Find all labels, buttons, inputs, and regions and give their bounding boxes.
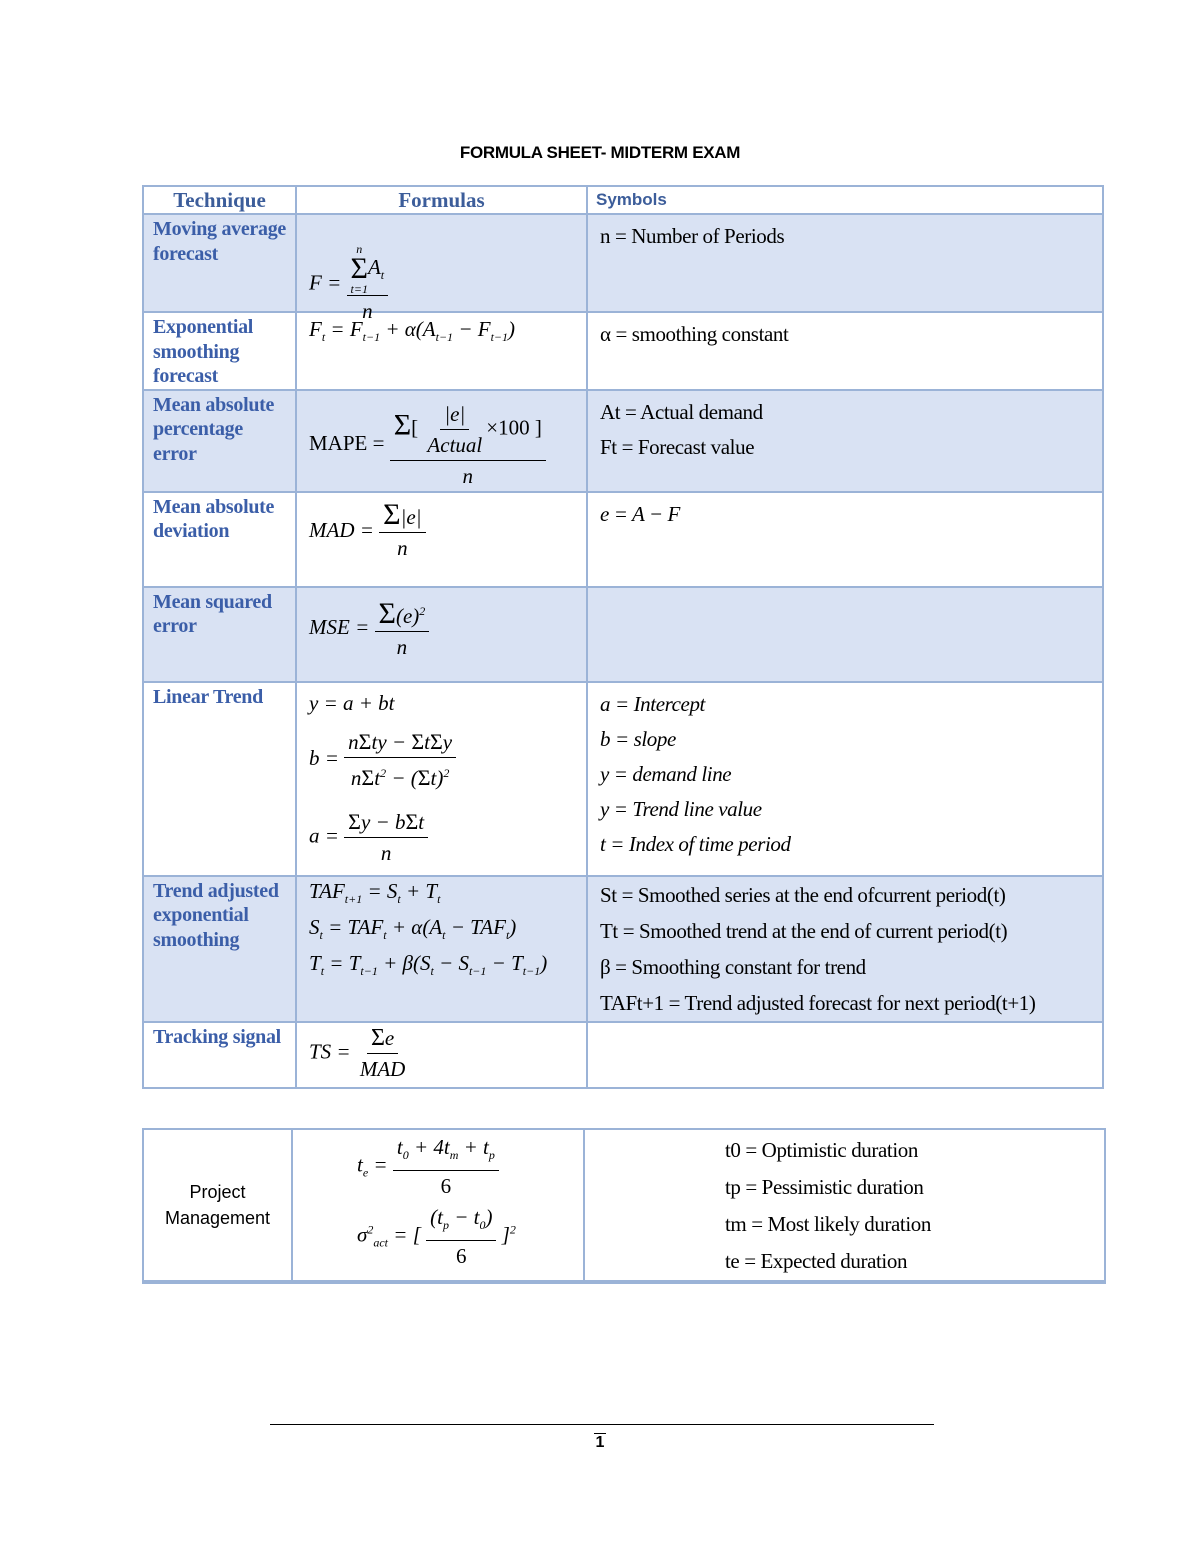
formula-exponential: $F_t = F_{t-1} + \alpha(A_{t-1} - F_{t-1})$ <box>296 312 587 390</box>
header-symbols: Symbols <box>587 186 1103 214</box>
symbols-linear-trend <box>587 682 1103 876</box>
symbol-line: α = smoothing constant <box>600 322 789 346</box>
page-number: 1 <box>595 1434 605 1451</box>
symbol-line: a = Intercept <box>600 691 705 716</box>
header-technique: Technique <box>143 186 296 214</box>
formula-mad: MAD = $\frac{\Sigma|e|}{n}$ <box>296 492 587 587</box>
symbol-line: TAFt+1 = Trend adjusted forecast for next period(t+1) <box>600 990 1036 1015</box>
symbol-line: y = Trend line value <box>600 796 762 821</box>
symbol-line: y = demand line <box>600 761 732 786</box>
table-row <box>143 492 1103 587</box>
technique-linear-trend: Linear Trend <box>143 682 296 876</box>
formula-moving-average: F = n Σ t=1 $A_t$ n <box>296 214 587 312</box>
formula-tracking: TS = $\frac{\Sigma e}{\text{MAD}}$ <box>296 1022 587 1088</box>
formula-linear-trend: y = a + bt b = $\frac{\text{nΣty − ΣtΣy}}{n\Sigma t^2 - (\Sigma t)^2}$ a = $\frac{\text{Σy − bΣt}}{n}$ <box>296 682 587 876</box>
footer-divider <box>270 1424 934 1425</box>
table-row <box>143 587 1103 682</box>
symbol-line: tm = Most likely duration <box>725 1212 931 1236</box>
technique-mape: Mean absolute percentage error <box>143 390 296 492</box>
table-row <box>143 214 1103 312</box>
header-row <box>143 186 1103 214</box>
symbol-line: b = slope <box>600 726 676 751</box>
symbols-mad <box>587 492 1103 587</box>
formula-trend-adjusted: $TAF_{t+1} = S_t + T_t$ $S_t = TAF_t + \alpha(A_t - TAF_t)$ $T_t = T_{t-1} + \beta(S_t - S_{t-1} - T_{t-1})$ <box>296 876 587 1022</box>
symbol-line: tp = Pessimistic duration <box>725 1175 924 1199</box>
formula-mse: MSE = $\frac{\Sigma(e)^2}{n}$ <box>296 587 587 682</box>
symbols-mse <box>587 587 1103 682</box>
symbols-mape <box>587 390 1103 492</box>
table-row <box>143 390 1103 492</box>
symbols-exponential <box>587 312 1103 390</box>
technique-exponential: Exponential smoothing forecast <box>143 312 296 390</box>
table-row <box>143 312 1103 390</box>
technique-moving-average: Moving average forecast <box>143 214 296 312</box>
symbol-line: β = Smoothing constant for trend <box>600 954 866 979</box>
table-row <box>143 876 1103 1022</box>
symbol-line: At = Actual demand <box>600 399 763 424</box>
symbol-line: t0 = Optimistic duration <box>725 1138 918 1162</box>
table-row <box>143 1129 1105 1282</box>
symbol-line: Tt = Smoothed trend at the end of current period(t) <box>600 918 1008 943</box>
symbol-line: te = Expected duration <box>725 1249 908 1273</box>
symbol-line: e = A − F <box>600 501 680 526</box>
symbol-line: t = Index of time period <box>600 831 791 856</box>
page-title: FORMULA SHEET- MIDTERM EXAM <box>459 143 741 162</box>
symbol-line: n = Number of Periods <box>600 224 785 248</box>
table-row <box>143 682 1103 876</box>
symbols-tracking <box>587 1022 1103 1088</box>
header-formulas: Formulas <box>296 186 587 214</box>
table-row <box>143 1022 1103 1088</box>
symbol-line: St = Smoothed series at the end ofcurrent period(t) <box>600 882 1006 907</box>
symbols-project <box>584 1129 1105 1282</box>
formula-table <box>142 185 1104 1089</box>
symbol-line: Ft = Forecast value <box>600 434 755 459</box>
symbols-moving-average <box>587 214 1103 312</box>
project-management-table <box>142 1128 1106 1284</box>
technique-trend-adjusted: Trend adjusted exponential smoothing <box>143 876 296 1022</box>
technique-tracking: Tracking signal <box>143 1022 296 1088</box>
formula-mape: MAPE = Σ[ $\frac{|e|}{\text{Actual}}$ ×100 ] n <box>296 390 587 492</box>
project-label: Project Management <box>143 1129 292 1282</box>
technique-mse: Mean squared error <box>143 587 296 682</box>
technique-mad: Mean absolute deviation <box>143 492 296 587</box>
symbols-trend-adjusted <box>587 876 1103 1022</box>
formula-project: $t_e$ = $\frac{t_0 + 4t_m + t_p}{6}$ $\sigma^2_{act}$ = [ $\frac{(t_p - t_0)}{6}$ ]$^2$ <box>292 1129 584 1282</box>
